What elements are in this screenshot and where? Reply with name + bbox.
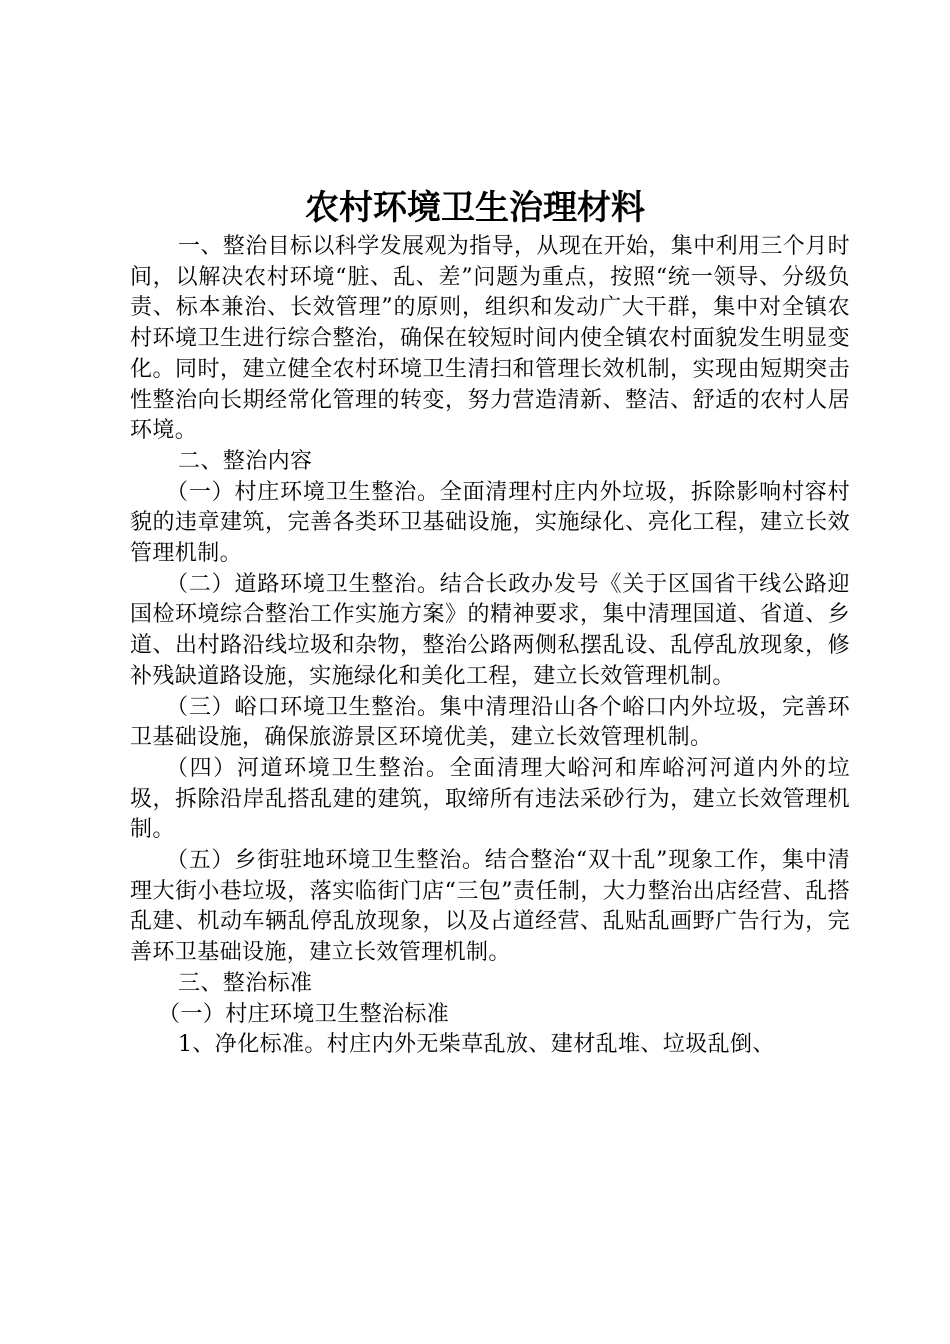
heading-standards: 三、整治标准 <box>178 970 313 996</box>
paragraph-clean-standard: 1、净化标准。村庄内外无柴草乱放、建材乱堆、垃圾乱倒、 <box>178 1032 775 1058</box>
heading-content: 二、整治内容 <box>178 448 313 474</box>
paragraph-river: （四）河道环境卫生整治。全面清理大峪河和库峪河河道内外的垃圾，拆除沿岸乱搭乱建的建筑，取缔所有违法采砂行为，建立长效管理机制。 <box>130 755 850 843</box>
paragraph-goal: 一、整治目标以科学发展观为指导，从现在开始，集中利用三个月时间，以解决农村环境“脏、乱、差”问题为重点，按照“统一领导、分级负责、标本兼治、长效管理”的原则，组织和发动广大干群，集中对全镇农村环境卫生进行综合整治，确保在较短时间内使全镇农村面貌发生明显变化。同时，建立健全农村环境卫生清扫和管理长效机制，实现由短期突击性整治向长期经常化管理的转变，努力营造清新、整洁、舒适的农村人居环境。 <box>130 234 851 444</box>
paragraph-valley: （三）峪口环境卫生整治。集中清理沿山各个峪口内外垃圾，完善环卫基础设施，确保旅游景区环境优美，建立长效管理机制。 <box>130 694 850 751</box>
paragraph-road: （二）道路环境卫生整治。结合长政办发号《关于区国省干线公路迎国检环境综合整治工作实施方案》的精神要求，集中清理国道、省道、乡道、出村路沿线垃圾和杂物，整治公路两侧私摆乱设、乱停乱放现象，修补残缺道路设施，实施绿化和美化工程，建立长效管理机制。 <box>130 571 850 689</box>
document-body <box>130 232 850 1061</box>
paragraph-village: （一）村庄环境卫生整治。全面清理村庄内外垃圾，拆除影响村容村貌的违章建筑，完善各类环卫基础设施，实施绿化、亮化工程，建立长效管理机制。 <box>130 479 850 567</box>
paragraph-street: （五）乡街驻地环境卫生整治。结合整治“双十乱”现象工作，集中清理大街小巷垃圾，落实临街门店“三包”责任制，大力整治出店经营、乱搭乱建、机动车辆乱停乱放现象，以及占道经营、乱贴乱画野广告行为，完善环卫基础设施，建立长效管理机制。 <box>130 848 850 966</box>
document-title: 农村环境卫生治理材料 <box>305 188 645 228</box>
subheading-village-standards: （一）村庄环境卫生整治标准 <box>158 1001 450 1027</box>
